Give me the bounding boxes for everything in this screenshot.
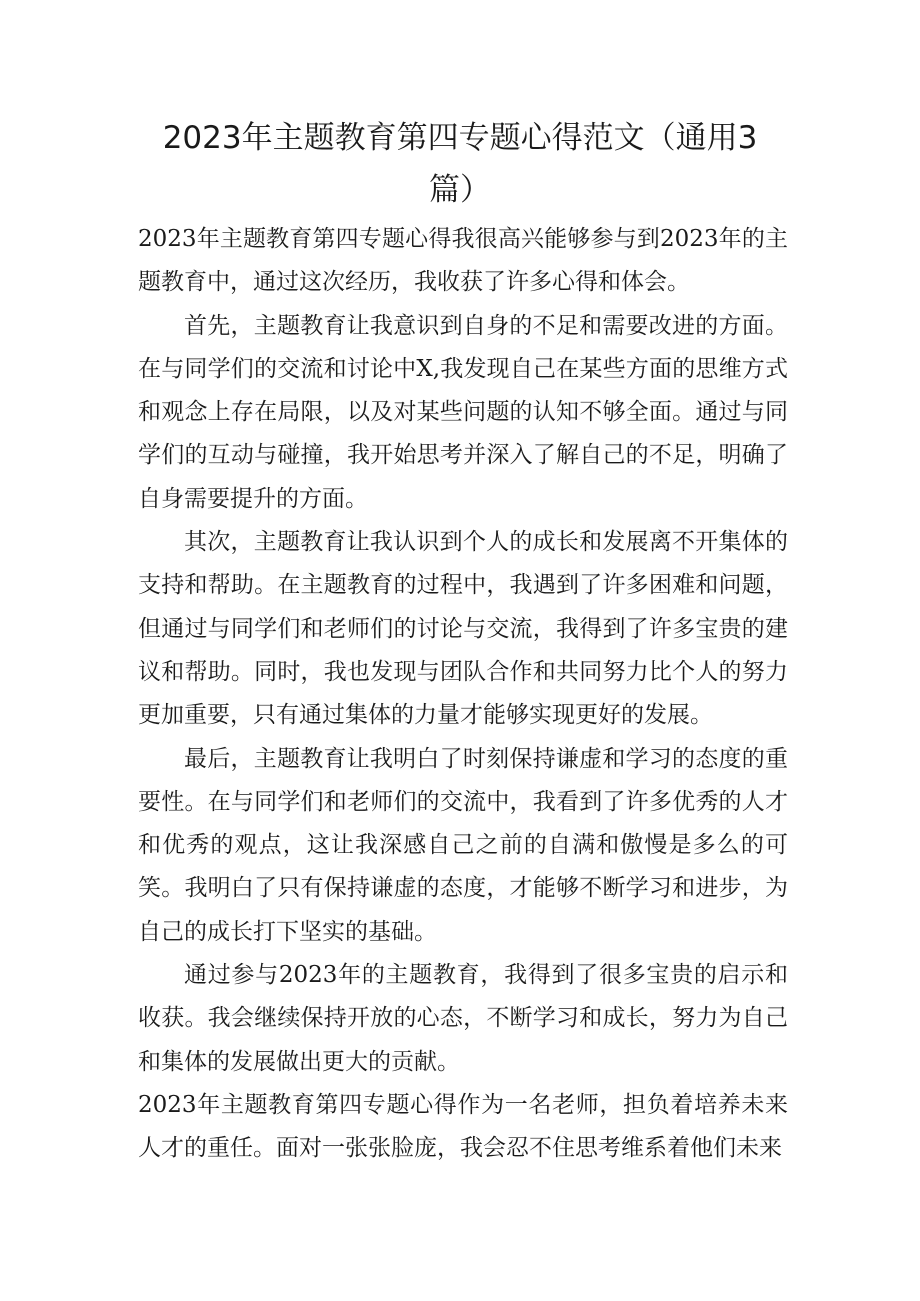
document-body — [138, 218, 788, 1171]
document-title: 2023年主题教育第四专题心得范文（通用3篇） — [162, 120, 758, 208]
paragraph-first: 首先，主题教育让我意识到自身的不足和需要改进的方面。在与同学们的交流和讨论中X,我发现自己在某些方面的思维方式和观念上存在局限，以及对某些问题的认知不够全面。通过与同学们的互动与碰撞，我开始思考并深入了解自己的不足，明确了自身需要提升的方面。 — [138, 312, 788, 512]
paragraph-second: 其次，主题教育让我认识到个人的成长和发展离不开集体的支持和帮助。在主题教育的过程中，我遇到了许多困难和问题，但通过与同学们和老师们的讨论与交流，我得到了许多宝贵的建议和帮助。同时，我也发现与团队合作和共同努力比个人的努力更加重要，只有通过集体的力量才能够实现更好的发展。 — [138, 529, 788, 729]
paragraph-last: 最后，主题教育让我明白了时刻保持谦虚和学习的态度的重要性。在与同学们和老师们的交流中，我看到了许多优秀的人才和优秀的观点，这让我深感自己之前的自满和傲慢是多么的可笑。我明白了只有保持谦虚的态度，才能够不断学习和进步，为自己的成长打下坚实的基础。 — [138, 745, 788, 945]
paragraph-second-essay-start: 2023年主题教育第四专题心得作为一名老师，担负着培养未来人才的重任。面对一张张脸庞，我会忍不住思考维系着他们未来 — [138, 1091, 788, 1162]
paragraph-intro: 2023年主题教育第四专题心得我很高兴能够参与到2023年的主题教育中，通过这次经历，我收获了许多心得和体会。 — [138, 226, 788, 296]
paragraph-conclusion: 通过参与2023年的主题教育，我得到了很多宝贵的启示和收获。我会继续保持开放的心态，不断学习和成长，努力为自己和集体的发展做出更大的贡献。 — [138, 962, 788, 1075]
